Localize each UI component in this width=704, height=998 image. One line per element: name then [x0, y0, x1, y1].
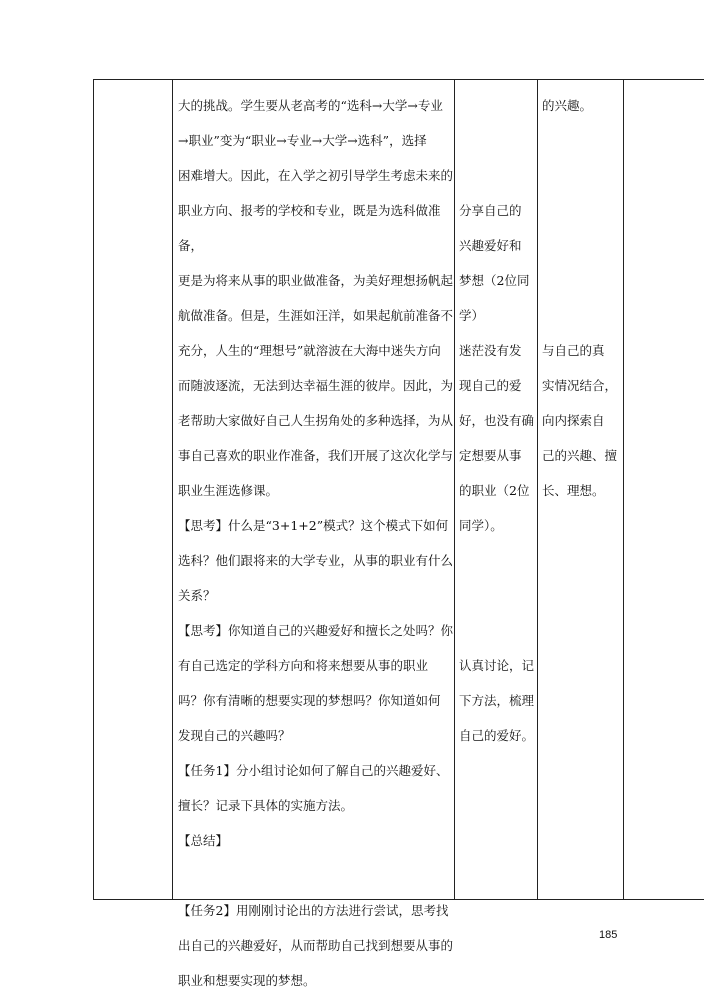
- text-line: 己的兴趣、擅: [542, 448, 618, 463]
- text-line: 职业和想要实现的梦想。: [178, 973, 316, 988]
- text-line: 下方法，梳理: [459, 693, 535, 708]
- table-border-left: [93, 79, 94, 900]
- student-activity-column: [459, 88, 537, 753]
- text-line: 分享自己的: [459, 203, 522, 218]
- text-line: 实情况结合，: [542, 378, 618, 393]
- table-divider-4: [623, 79, 624, 900]
- text-line: 与自己的真: [542, 343, 605, 358]
- teaching-process-column: [178, 88, 454, 998]
- text-line: →职业”变为“职业→专业→大学→选科”，选择: [178, 133, 427, 148]
- text-line: 而随波逐流，无法到达幸福生涯的彼岸。因此，为: [178, 378, 454, 393]
- text-line: 充分，人生的“理想号”就溶波在大海中迷失方向: [178, 343, 441, 358]
- text-line: 定想要从事: [459, 448, 522, 463]
- text-line: [459, 88, 537, 123]
- text-line: 更是为将来从事的职业做准备，为美好理想扬帆起: [178, 273, 454, 288]
- text-line: 职业生涯选修课。: [178, 483, 279, 498]
- text-line: 【任务1】分小组讨论如何了解自己的兴趣爱好、: [178, 763, 449, 778]
- text-line: 有自己选定的学科方向和将来想要从事的职业: [178, 658, 429, 673]
- text-line: 关系？: [178, 588, 216, 603]
- text-line: 迷茫没有发: [459, 343, 522, 358]
- text-line: [459, 578, 537, 613]
- text-line: [542, 298, 622, 333]
- design-intent-column: [542, 88, 622, 508]
- text-line: 航做准备。但是，生涯如汪洋，如果起航前准备不: [178, 308, 454, 323]
- text-line: [459, 613, 537, 648]
- text-line: 同学）。: [459, 518, 503, 533]
- text-line: 吗？你有清晰的想要实现的梦想吗？你知道如何: [178, 693, 441, 708]
- text-line: [459, 158, 537, 193]
- text-line: 认真讨论，记: [459, 658, 535, 673]
- text-line: [178, 858, 454, 893]
- text-line: 现自己的爱: [459, 378, 522, 393]
- text-line: 自己的爱好。: [459, 728, 535, 743]
- table-divider-2: [454, 79, 455, 900]
- text-line: 职业方向、报考的学校和专业，既是为选科做准备，: [178, 203, 441, 253]
- text-line: 事自己喜欢的职业作准备，我们开展了这次化学与: [178, 448, 454, 463]
- text-line: 【总结】: [178, 833, 229, 848]
- text-line: 出自己的兴趣爱好，从而帮助自己找到想要从事的: [178, 938, 454, 953]
- text-line: [542, 158, 622, 193]
- text-line: [459, 123, 537, 158]
- text-line: 梦想（2位同: [459, 273, 530, 288]
- text-line: 的兴趣。: [542, 98, 593, 113]
- text-line: 老帮助大家做好自己人生拐角处的多种选择，为从: [178, 413, 454, 428]
- text-line: 的职业（2位: [459, 483, 530, 498]
- text-line: [542, 228, 622, 263]
- text-line: 擅长？记录下具体的实施方法。: [178, 798, 354, 813]
- text-line: 【任务2】用刚刚讨论出的方法进行尝试，思考找: [178, 903, 449, 918]
- text-line: 选科？他们跟将来的大学专业，从事的职业有什么: [178, 553, 454, 568]
- text-line: [542, 193, 622, 228]
- text-line: [542, 123, 622, 158]
- text-line: 大的挑战。学生要从老高考的“选科→大学→专业: [178, 98, 443, 113]
- page-number: 185: [599, 929, 618, 941]
- text-line: 好，也没有确: [459, 413, 535, 428]
- text-line: 向内探索自: [542, 413, 605, 428]
- text-line: 长、理想。: [542, 483, 605, 498]
- text-line: [542, 263, 622, 298]
- table-divider-3: [537, 79, 538, 900]
- table-divider-1: [172, 79, 173, 900]
- text-line: 【思考】你知道自己的兴趣爱好和擅长之处吗？你: [178, 623, 454, 638]
- text-line: 学）: [459, 308, 485, 323]
- text-line: 兴趣爱好和: [459, 238, 522, 253]
- text-line: [459, 543, 537, 578]
- text-line: 发现自己的兴趣吗？: [178, 728, 291, 743]
- text-line: 【思考】什么是“3+1+2”模式？这个模式下如何: [178, 518, 449, 533]
- text-line: 困难增大。因此，在入学之初引导学生考虑未来的: [178, 168, 454, 183]
